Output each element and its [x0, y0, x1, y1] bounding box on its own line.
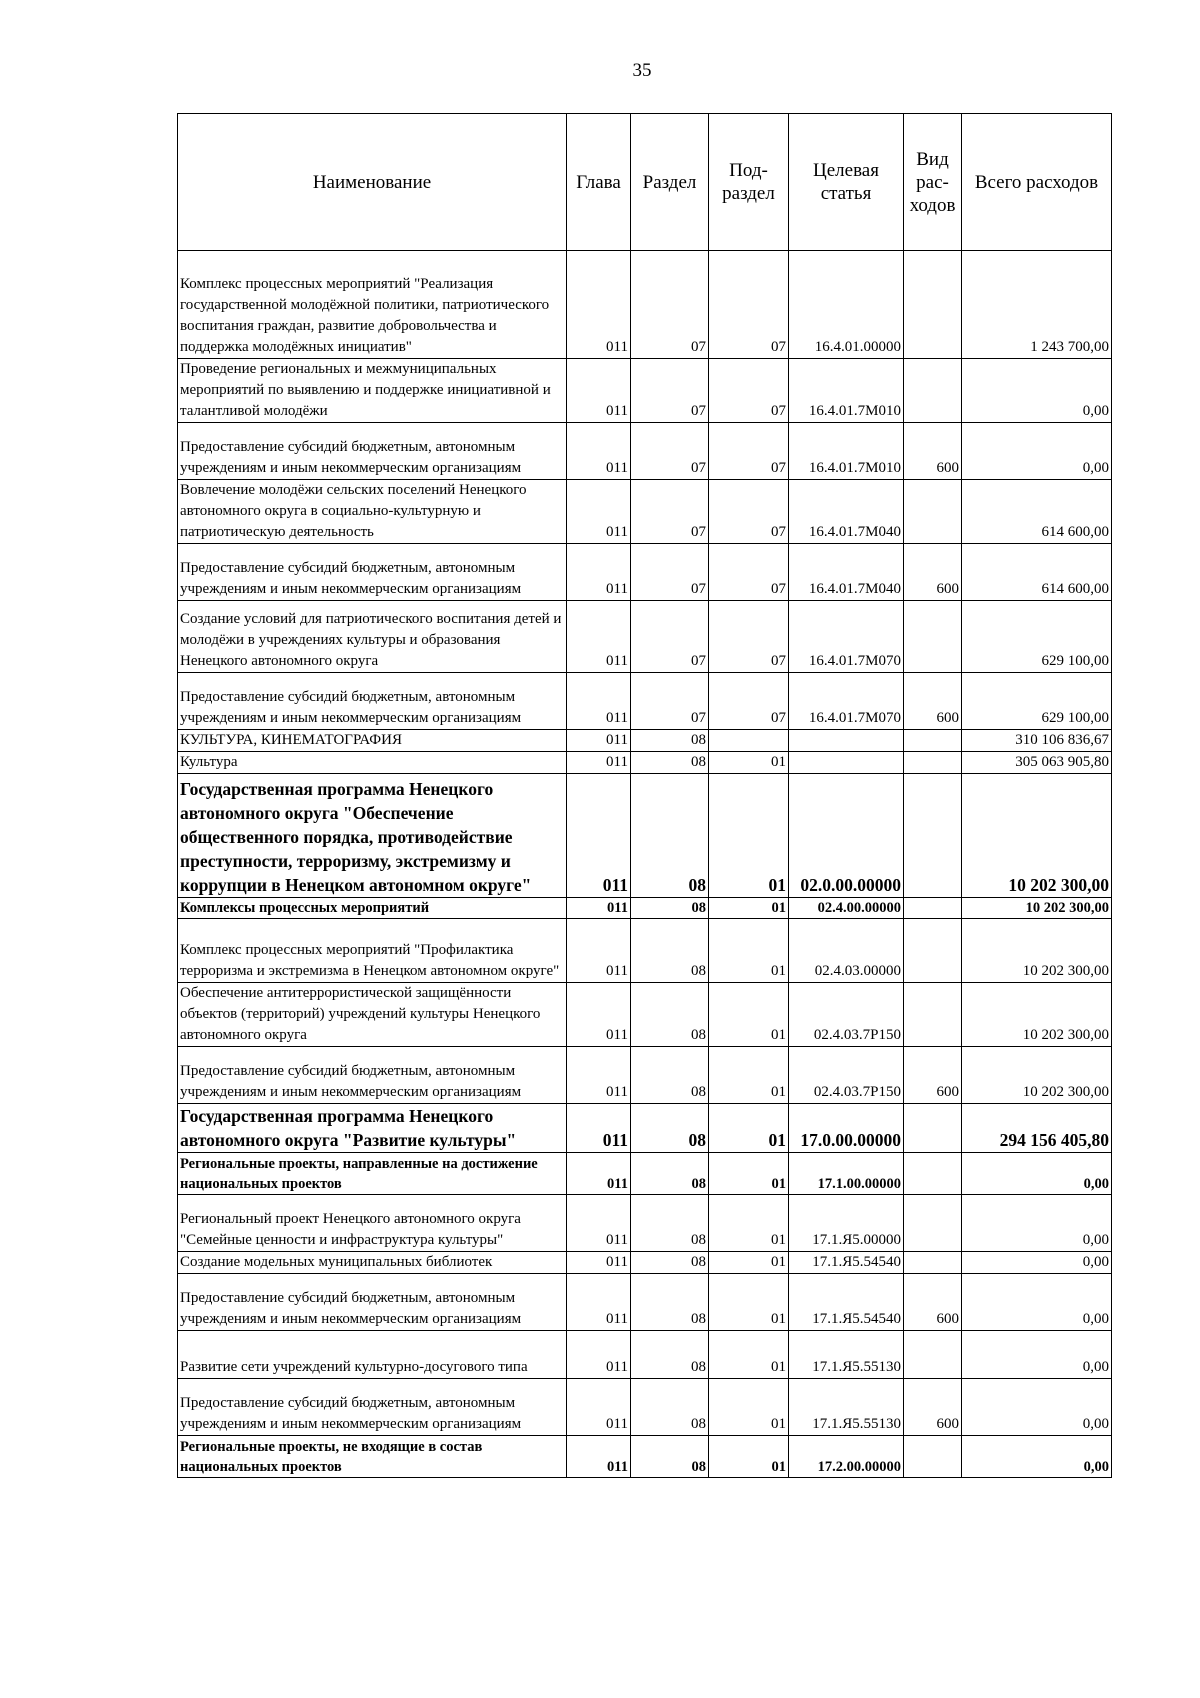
row-expense-type [904, 919, 962, 983]
row-chapter: 011 [567, 983, 631, 1047]
row-target: 17.0.00.00000 [789, 1104, 904, 1153]
row-expense-type [904, 1104, 962, 1153]
row-expense-type [904, 1331, 962, 1379]
table-row [178, 1379, 1112, 1436]
row-name: Развитие сети учреждений культурно-досугового типа [178, 1331, 567, 1379]
row-subsection: 07 [709, 601, 789, 673]
row-subsection: 07 [709, 359, 789, 423]
row-section: 07 [631, 544, 709, 601]
row-total: 0,00 [962, 359, 1112, 423]
table-row [178, 480, 1112, 544]
row-expense-type [904, 1153, 962, 1195]
row-expense-type [904, 601, 962, 673]
row-total: 1 243 700,00 [962, 251, 1112, 359]
row-expense-type: 600 [904, 423, 962, 480]
row-expense-type [904, 1436, 962, 1478]
row-section: 08 [631, 1195, 709, 1252]
row-chapter: 011 [567, 359, 631, 423]
row-expense-type: 600 [904, 1379, 962, 1436]
row-section: 07 [631, 480, 709, 544]
row-section: 07 [631, 601, 709, 673]
row-target: 16.4.01.7М070 [789, 601, 904, 673]
row-chapter: 011 [567, 1436, 631, 1478]
row-subsection: 07 [709, 673, 789, 730]
row-section: 08 [631, 774, 709, 898]
row-section: 08 [631, 919, 709, 983]
row-target: 02.0.00.00000 [789, 774, 904, 898]
row-subsection: 01 [709, 1331, 789, 1379]
table-row [178, 1274, 1112, 1331]
row-total: 0,00 [962, 423, 1112, 480]
row-name: Вовлечение молодёжи сельских поселений Ненецкого автономного округа в социально-культурную и патриотическую деятельность [178, 480, 567, 544]
row-chapter: 011 [567, 673, 631, 730]
row-subsection: 01 [709, 1195, 789, 1252]
row-target: 02.4.03.00000 [789, 919, 904, 983]
table-row [178, 1252, 1112, 1274]
row-total: 10 202 300,00 [962, 983, 1112, 1047]
row-target: 17.1.Я5.54540 [789, 1252, 904, 1274]
row-target: 17.1.Я5.55130 [789, 1331, 904, 1379]
row-total: 0,00 [962, 1436, 1112, 1478]
row-target: 17.1.00.00000 [789, 1153, 904, 1195]
row-section: 07 [631, 423, 709, 480]
row-section: 08 [631, 1252, 709, 1274]
row-total: 0,00 [962, 1274, 1112, 1331]
row-chapter: 011 [567, 1104, 631, 1153]
row-expense-type: 600 [904, 1047, 962, 1104]
row-chapter: 011 [567, 774, 631, 898]
row-total: 0,00 [962, 1379, 1112, 1436]
row-name: Государственная программа Ненецкого автономного округа "Развитие культуры" [178, 1104, 567, 1153]
row-name: Культура [178, 752, 567, 774]
row-total: 0,00 [962, 1153, 1112, 1195]
row-section: 08 [631, 1274, 709, 1331]
row-total: 629 100,00 [962, 601, 1112, 673]
row-section: 08 [631, 1331, 709, 1379]
row-target: 16.4.01.7М070 [789, 673, 904, 730]
row-name: Предоставление субсидий бюджетным, автономным учреждениям и иным некоммерческим организациям [178, 1047, 567, 1104]
header-chapter: Глава [567, 114, 631, 251]
row-name: Региональные проекты, направленные на достижение национальных проектов [178, 1153, 567, 1195]
row-chapter: 011 [567, 1331, 631, 1379]
row-total: 305 063 905,80 [962, 752, 1112, 774]
row-chapter: 011 [567, 251, 631, 359]
table-row [178, 919, 1112, 983]
row-name: Государственная программа Ненецкого автономного округа "Обеспечение общественного порядка, противодействие преступности, терроризму, экстремизму и коррупции в Ненецком автономном округе" [178, 774, 567, 898]
row-total: 0,00 [962, 1331, 1112, 1379]
row-expense-type [904, 983, 962, 1047]
row-subsection: 01 [709, 919, 789, 983]
row-target: 02.4.03.7Р150 [789, 1047, 904, 1104]
row-name: Предоставление субсидий бюджетным, автономным учреждениям и иным некоммерческим организациям [178, 1274, 567, 1331]
row-name: Создание модельных муниципальных библиотек [178, 1252, 567, 1274]
row-subsection [709, 730, 789, 752]
row-section: 07 [631, 359, 709, 423]
table-row [178, 251, 1112, 359]
row-section: 08 [631, 1153, 709, 1195]
row-total: 10 202 300,00 [962, 774, 1112, 898]
table-row [178, 544, 1112, 601]
table-row [178, 898, 1112, 919]
row-expense-type: 600 [904, 1274, 962, 1331]
table-row [178, 1104, 1112, 1153]
row-section: 08 [631, 1379, 709, 1436]
row-subsection: 01 [709, 1153, 789, 1195]
row-expense-type [904, 480, 962, 544]
row-chapter: 011 [567, 601, 631, 673]
table-row [178, 423, 1112, 480]
row-expense-type: 600 [904, 544, 962, 601]
row-subsection: 07 [709, 423, 789, 480]
table-row [178, 673, 1112, 730]
row-chapter: 011 [567, 1274, 631, 1331]
header-total: Всего расходов [962, 114, 1112, 251]
row-name: Комплекс процессных мероприятий "Реализация государственной молодёжной политики, патриотического воспитания граждан, развитие добровольчества и поддержка молодёжных инициатив" [178, 251, 567, 359]
row-expense-type [904, 774, 962, 898]
table-row [178, 601, 1112, 673]
table-row [178, 752, 1112, 774]
row-name: Предоставление субсидий бюджетным, автономным учреждениям и иным некоммерческим организациям [178, 673, 567, 730]
row-subsection: 01 [709, 1379, 789, 1436]
row-name: КУЛЬТУРА, КИНЕМАТОГРАФИЯ [178, 730, 567, 752]
row-section: 08 [631, 983, 709, 1047]
table-row [178, 1047, 1112, 1104]
row-chapter: 011 [567, 1379, 631, 1436]
row-section: 08 [631, 752, 709, 774]
row-name: Создание условий для патриотического воспитания детей и молодёжи в учреждениях культуры и образования Ненецкого автономного округа [178, 601, 567, 673]
table-row [178, 983, 1112, 1047]
row-target: 17.1.Я5.54540 [789, 1274, 904, 1331]
row-chapter: 011 [567, 1252, 631, 1274]
row-expense-type [904, 1195, 962, 1252]
row-subsection: 01 [709, 1104, 789, 1153]
row-target: 16.4.01.7М040 [789, 544, 904, 601]
row-section: 08 [631, 730, 709, 752]
row-target: 16.4.01.00000 [789, 251, 904, 359]
row-subsection: 07 [709, 480, 789, 544]
header-section: Раздел [631, 114, 709, 251]
row-total: 294 156 405,80 [962, 1104, 1112, 1153]
table-row [178, 1195, 1112, 1252]
table-row [178, 1436, 1112, 1478]
row-section: 08 [631, 898, 709, 919]
row-expense-type [904, 730, 962, 752]
row-name: Региональные проекты, не входящие в состав национальных проектов [178, 1436, 567, 1478]
row-subsection: 07 [709, 544, 789, 601]
row-total: 614 600,00 [962, 544, 1112, 601]
row-expense-type: 600 [904, 673, 962, 730]
row-target: 02.4.00.00000 [789, 898, 904, 919]
row-target [789, 730, 904, 752]
row-chapter: 011 [567, 1195, 631, 1252]
row-chapter: 011 [567, 1047, 631, 1104]
header-expense-type: Вид рас- ходов [904, 114, 962, 251]
row-subsection: 07 [709, 251, 789, 359]
row-target: 17.1.Я5.55130 [789, 1379, 904, 1436]
row-target: 16.4.01.7М010 [789, 423, 904, 480]
row-name: Обеспечение антитеррористической защищённости объектов (территорий) учреждений культуры Ненецкого автономного округа [178, 983, 567, 1047]
row-expense-type [904, 359, 962, 423]
row-expense-type [904, 752, 962, 774]
row-chapter: 011 [567, 730, 631, 752]
header-row [178, 114, 1112, 251]
row-name: Предоставление субсидий бюджетным, автономным учреждениям и иным некоммерческим организациям [178, 423, 567, 480]
row-expense-type [904, 898, 962, 919]
budget-table [177, 113, 1112, 1478]
row-chapter: 011 [567, 544, 631, 601]
row-expense-type [904, 251, 962, 359]
row-name: Комплекс процессных мероприятий "Профилактика терроризма и экстремизма в Ненецком автономном округе" [178, 919, 567, 983]
row-target: 02.4.03.7Р150 [789, 983, 904, 1047]
row-section: 08 [631, 1104, 709, 1153]
row-name: Предоставление субсидий бюджетным, автономным учреждениям и иным некоммерческим организациям [178, 544, 567, 601]
row-target: 17.2.00.00000 [789, 1436, 904, 1478]
row-section: 08 [631, 1436, 709, 1478]
row-chapter: 011 [567, 480, 631, 544]
row-subsection: 01 [709, 752, 789, 774]
row-total: 10 202 300,00 [962, 919, 1112, 983]
row-chapter: 011 [567, 752, 631, 774]
table-row [178, 1153, 1112, 1195]
header-target: Целевая статья [789, 114, 904, 251]
row-target: 17.1.Я5.00000 [789, 1195, 904, 1252]
table-row [178, 1331, 1112, 1379]
row-subsection: 01 [709, 1274, 789, 1331]
row-section: 08 [631, 1047, 709, 1104]
row-subsection: 01 [709, 1252, 789, 1274]
header-subsection: Под- раздел [709, 114, 789, 251]
row-subsection: 01 [709, 1047, 789, 1104]
row-total: 10 202 300,00 [962, 1047, 1112, 1104]
row-chapter: 011 [567, 898, 631, 919]
row-total: 614 600,00 [962, 480, 1112, 544]
row-chapter: 011 [567, 1153, 631, 1195]
row-section: 07 [631, 251, 709, 359]
row-chapter: 011 [567, 423, 631, 480]
row-total: 310 106 836,67 [962, 730, 1112, 752]
row-subsection: 01 [709, 774, 789, 898]
row-total: 629 100,00 [962, 673, 1112, 730]
table-row [178, 730, 1112, 752]
row-subsection: 01 [709, 1436, 789, 1478]
row-name: Комплексы процессных мероприятий [178, 898, 567, 919]
row-name: Региональный проект Ненецкого автономного округа "Семейные ценности и инфраструктура культуры" [178, 1195, 567, 1252]
row-name: Предоставление субсидий бюджетным, автономным учреждениям и иным некоммерческим организациям [178, 1379, 567, 1436]
row-target: 16.4.01.7М010 [789, 359, 904, 423]
row-target: 16.4.01.7М040 [789, 480, 904, 544]
row-total: 0,00 [962, 1252, 1112, 1274]
row-total: 10 202 300,00 [962, 898, 1112, 919]
row-target [789, 752, 904, 774]
row-section: 07 [631, 673, 709, 730]
row-name: Проведение региональных и межмуниципальных мероприятий по выявлению и поддержке инициативной и талантливой молодёжи [178, 359, 567, 423]
row-chapter: 011 [567, 919, 631, 983]
header-name: Наименование [178, 114, 567, 251]
table-row [178, 359, 1112, 423]
row-expense-type [904, 1252, 962, 1274]
page-number: 35 [632, 60, 652, 81]
table-row [178, 774, 1112, 898]
row-subsection: 01 [709, 898, 789, 919]
row-subsection: 01 [709, 983, 789, 1047]
row-total: 0,00 [962, 1195, 1112, 1252]
